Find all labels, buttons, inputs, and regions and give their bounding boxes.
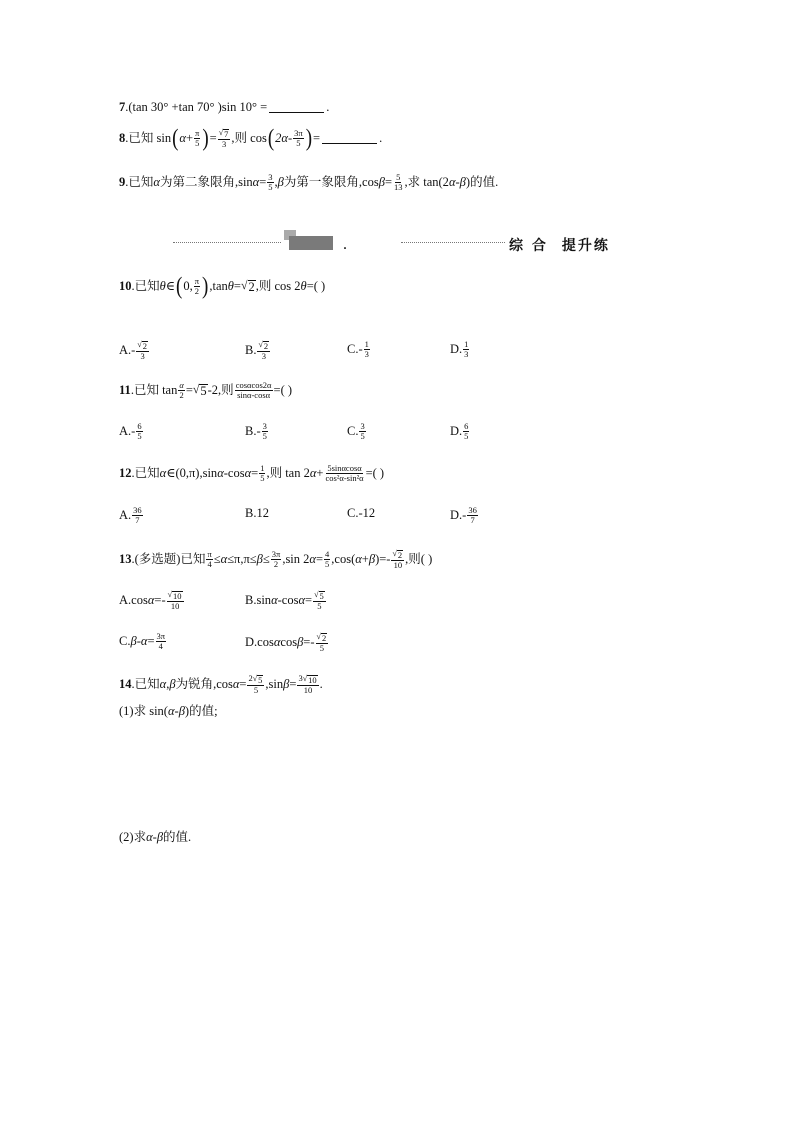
fraction: 3 5	[262, 421, 267, 441]
option-label: D.-	[450, 507, 467, 522]
question-text: .已知	[131, 279, 160, 294]
fraction: 36 7	[468, 505, 477, 525]
question-12	[119, 464, 384, 483]
plus: +	[185, 131, 194, 146]
question-text: ,则 tan 2	[266, 466, 310, 481]
fraction	[218, 128, 231, 149]
question-text: ,则 cos	[231, 131, 267, 146]
denominator: 5	[253, 684, 259, 695]
numerator: 3π	[294, 128, 303, 138]
right-paren: )	[202, 273, 209, 300]
question-text: ,则 cos 2	[255, 279, 301, 294]
beta: β	[368, 552, 376, 567]
fraction: 36 7	[133, 505, 142, 525]
denominator: 3	[221, 138, 227, 149]
alpha: α	[244, 466, 252, 481]
element-of: ∈	[165, 279, 176, 294]
question-11	[119, 381, 292, 400]
option-label: A.	[119, 507, 132, 522]
option-label: A.-	[119, 342, 136, 357]
option-a[interactable]: A.cos α =- √ 10 10	[119, 590, 182, 611]
fraction: √ 2 3	[258, 340, 269, 361]
question-8	[119, 125, 383, 152]
alpha: α	[448, 175, 456, 190]
question-text: .已知 sin	[125, 131, 172, 146]
numerator: √ 2	[392, 549, 403, 560]
fraction	[235, 381, 273, 400]
fraction	[194, 277, 200, 296]
plus: +	[316, 466, 324, 481]
fraction	[247, 674, 264, 695]
question-number: 12	[119, 466, 132, 481]
option-d[interactable]	[450, 422, 470, 441]
option-label: B.-	[245, 423, 261, 438]
sqrt: √ 2	[240, 277, 255, 294]
left-paren: (	[172, 125, 179, 152]
fraction	[297, 674, 318, 695]
denominator: 2	[194, 285, 200, 296]
question-9	[119, 173, 498, 192]
minus: -	[455, 175, 460, 190]
option-c[interactable]	[347, 340, 371, 359]
option-label: B.	[245, 342, 257, 357]
numerator: cosαcos2α	[235, 380, 272, 390]
question-text: )的值.	[465, 175, 499, 190]
numerator: √ 7	[218, 128, 229, 139]
fraction	[293, 129, 304, 148]
denominator: 2	[273, 558, 279, 569]
fraction	[393, 173, 404, 192]
expr: 0,	[183, 279, 193, 294]
question-text: ,求 tan(2	[404, 175, 449, 190]
beta: β	[378, 175, 385, 190]
numerator: 1	[260, 463, 265, 473]
option-a[interactable]	[119, 422, 144, 441]
denominator: 5	[268, 181, 273, 192]
denominator: cos²α-sin²α	[325, 472, 364, 483]
question-text: .已知 tan	[130, 383, 178, 398]
question-14-part-2: (2)求 α - β 的值.	[119, 830, 192, 844]
numerator: α	[179, 380, 184, 390]
denominator: 5	[325, 558, 330, 569]
alpha: α	[309, 466, 317, 481]
option-a[interactable]	[119, 340, 150, 361]
question-text: .(tan 30° +tan 70° )sin 10° =	[125, 100, 268, 114]
numerator: 3π	[271, 549, 281, 559]
question-text: .已知	[131, 677, 160, 692]
theta: θ	[300, 279, 307, 294]
equals: =	[239, 677, 247, 692]
question-text: .已知	[131, 466, 160, 481]
fraction	[271, 550, 282, 569]
question-text: -2,则	[207, 383, 234, 398]
question-number: 9	[119, 175, 126, 190]
fraction: 6 5	[464, 421, 469, 441]
denominator: 10	[303, 684, 313, 695]
option-b[interactable]	[245, 422, 269, 441]
numerator: π	[195, 128, 200, 138]
option-c[interactable]	[347, 422, 367, 441]
option-label: C.	[347, 423, 359, 438]
dotted-rule-right	[401, 242, 505, 243]
fraction	[259, 464, 265, 483]
period: .	[326, 100, 330, 114]
equals: =	[384, 175, 392, 190]
fraction: 3 5	[360, 421, 365, 441]
equals: =	[259, 175, 267, 190]
numerator: 4	[325, 549, 330, 559]
equals: =	[313, 131, 321, 146]
fraction: √ 2 3	[137, 340, 148, 361]
numerator: 3	[268, 172, 273, 182]
alpha: α	[159, 677, 167, 692]
option-c[interactable]	[347, 506, 375, 521]
fraction	[194, 129, 200, 148]
equals: =	[185, 383, 193, 398]
alpha: α	[309, 552, 316, 567]
question-text: .已知	[125, 175, 154, 190]
fraction	[391, 549, 404, 570]
answer-blank[interactable]	[322, 132, 377, 144]
right-paren: )	[202, 125, 209, 152]
comma: ,	[166, 677, 170, 692]
numerator: 5sinαcosα	[327, 463, 362, 473]
question-text: .(多选题)已知	[131, 552, 206, 567]
fraction	[324, 464, 364, 483]
question-number: 13	[119, 552, 132, 567]
option-b[interactable]	[245, 506, 269, 521]
numerator: π	[207, 549, 212, 559]
equals: =	[251, 466, 259, 481]
beta: β	[277, 175, 284, 190]
numerator: 2 √ 5	[248, 673, 263, 685]
question-number: 10	[119, 279, 132, 294]
answer-blank[interactable]	[269, 101, 324, 113]
question-text: ≤π,π≤	[227, 552, 257, 567]
question-text: ,tan	[209, 279, 228, 294]
question-7	[119, 101, 329, 114]
question-text: ,sin	[265, 677, 284, 692]
option-label: D.	[450, 341, 463, 356]
question-text: ∈(0,π),sin	[166, 466, 218, 481]
option-d[interactable]	[450, 340, 470, 359]
answer-paren: =( )	[306, 279, 326, 294]
alpha: α	[232, 677, 240, 692]
numerator: π	[194, 276, 200, 286]
option-d[interactable]	[450, 506, 479, 525]
theta: θ	[227, 279, 234, 294]
fraction	[178, 381, 184, 400]
question-text: ,sin 2	[282, 552, 310, 567]
denominator: 5	[195, 137, 200, 148]
fraction	[206, 550, 212, 569]
option-b[interactable]: B.sin α -cos α = √ 5 5	[245, 590, 324, 611]
alpha: α	[179, 131, 186, 146]
question-14	[119, 674, 323, 695]
question-text: 为第二象限角,sin	[159, 175, 253, 190]
section-title-right: 提升练	[561, 238, 610, 254]
beta: β	[283, 677, 290, 692]
left-paren: (	[176, 273, 183, 300]
question-text: )=-	[375, 552, 391, 567]
option-label: C.-12	[347, 506, 376, 520]
decor-block-dark	[289, 236, 333, 250]
alpha: α	[252, 175, 260, 190]
option-d[interactable]: D.cos α cos β =- √ 2 5	[245, 632, 327, 653]
le: ≤	[213, 552, 221, 567]
section-title-left: 综 合	[509, 238, 548, 254]
fraction	[324, 550, 330, 569]
question-text: 为锐角,cos	[175, 677, 233, 692]
question-14-part-1: (1)求 sin( α - β )的值;	[119, 704, 218, 718]
section-title	[509, 235, 610, 255]
alpha: α	[217, 466, 224, 481]
equals: =	[315, 552, 324, 567]
alpha: α	[159, 466, 167, 481]
numerator: 3 √ 10	[298, 673, 317, 685]
question-number: 8	[119, 131, 126, 146]
option-label: C.-	[347, 341, 363, 356]
question-number: 14	[119, 677, 132, 692]
alpha: α	[355, 552, 362, 567]
beta: β	[459, 175, 466, 190]
fraction: 6 5	[137, 421, 142, 441]
dotted-rule-left	[173, 242, 281, 243]
equals: =	[233, 279, 241, 294]
option-label: A.-	[119, 423, 136, 438]
answer-paren: ,则( )	[405, 552, 433, 567]
denominator: 4	[207, 558, 212, 569]
denominator: 13	[394, 181, 403, 192]
question-number: 11	[119, 383, 131, 398]
option-a[interactable]	[119, 506, 144, 525]
option-c[interactable]: C. β - α = $\frac{3\pi}{4}$	[119, 631, 166, 651]
fraction: 1 3	[364, 339, 369, 359]
fraction: 1 3	[464, 339, 469, 359]
question-text: -cos	[223, 466, 245, 481]
denominator: sinα-cosα	[237, 389, 271, 400]
question-text: ,cos(	[331, 552, 356, 567]
right-paren: )	[305, 125, 313, 152]
equals: =	[209, 131, 217, 146]
answer-paren: =( )	[365, 466, 385, 481]
question-10	[119, 273, 326, 300]
alpha: α	[220, 552, 228, 567]
beta: β	[256, 552, 263, 567]
sqrt: √ 5	[192, 381, 207, 398]
expr: 2α-	[275, 131, 293, 146]
denominator: 5	[296, 137, 301, 148]
theta: θ	[159, 279, 166, 294]
option-label: B.12	[245, 506, 269, 520]
comma: ,	[274, 175, 278, 190]
answer-paren: =( )	[273, 383, 293, 398]
denominator: 5	[260, 472, 265, 483]
denominator: 10	[393, 559, 403, 570]
question-number: 7	[119, 100, 126, 114]
plus: +	[361, 552, 369, 567]
beta: β	[169, 677, 176, 692]
question-text: 为第一象限角,cos	[283, 175, 379, 190]
equals: =	[289, 677, 297, 692]
section-divider	[173, 236, 620, 255]
period: .	[379, 131, 383, 146]
left-paren: (	[267, 125, 275, 152]
le: ≤	[262, 552, 270, 567]
fraction	[267, 173, 273, 192]
decor-dot: ·	[343, 241, 348, 255]
denominator: 2	[179, 389, 184, 400]
question-13	[119, 549, 432, 570]
numerator: 5	[396, 172, 401, 182]
period: .	[319, 677, 323, 692]
option-b[interactable]	[245, 340, 271, 361]
alpha: α	[153, 175, 160, 190]
option-label: D.	[450, 423, 463, 438]
